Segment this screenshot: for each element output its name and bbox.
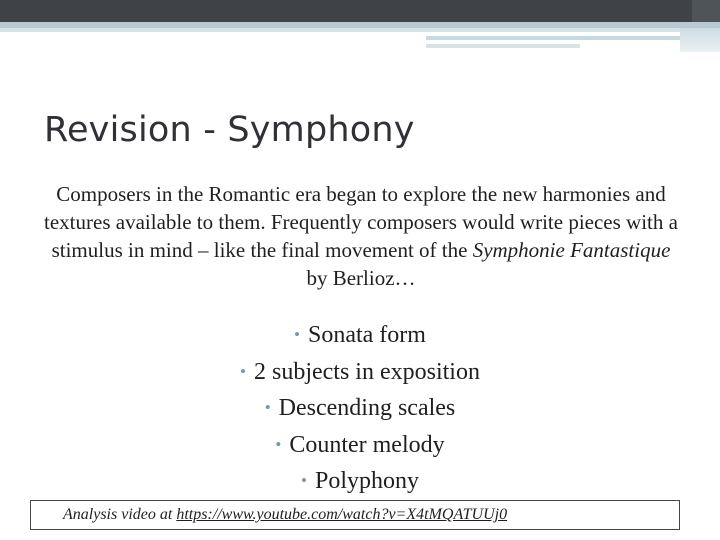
list-item	[0, 428, 720, 465]
bullet-icon: •	[264, 398, 271, 417]
bullet-icon: •	[275, 434, 282, 454]
intro-paragraph	[42, 180, 680, 292]
list-item-label: Polyphony	[314, 468, 419, 494]
top-decorative-bar	[0, 0, 720, 22]
list-item-label: Sonata form	[307, 322, 426, 348]
analysis-label: Analysis video at	[63, 506, 177, 523]
list-item-label: Counter melody	[289, 431, 445, 458]
top-decorative-stripe	[426, 44, 580, 48]
list-item	[0, 391, 720, 428]
intro-text: Composers in the Romantic era began to explore the new harmonies and textures available to them. Frequently composers would write pieces with a stimulus in mind – like the final movement of the	[44, 182, 678, 262]
feature-list	[0, 318, 720, 501]
work-title: Symphonie Fantastique	[472, 238, 671, 262]
analysis-video-box	[30, 500, 680, 530]
list-item	[0, 464, 720, 501]
top-decorative-stripe	[680, 28, 720, 52]
intro-text-end: by Berlioz…	[306, 266, 416, 290]
bullet-icon: •	[301, 471, 307, 490]
list-item-label: Descending scales	[278, 395, 456, 421]
bullet-icon: •	[240, 361, 246, 381]
list-item	[0, 355, 720, 392]
bullet-icon: •	[294, 325, 300, 344]
top-decorative-stripe	[426, 36, 720, 40]
slide-title: Revision - Symphony	[44, 110, 415, 150]
analysis-video-link[interactable]: https://www.youtube.com/watch?v=X4tMQATUUj0	[176, 506, 508, 523]
top-decorative-accent	[692, 0, 720, 22]
top-decorative-stripe	[0, 28, 720, 32]
list-item	[0, 318, 720, 355]
list-item-label: 2 subjects in exposition	[253, 358, 480, 385]
